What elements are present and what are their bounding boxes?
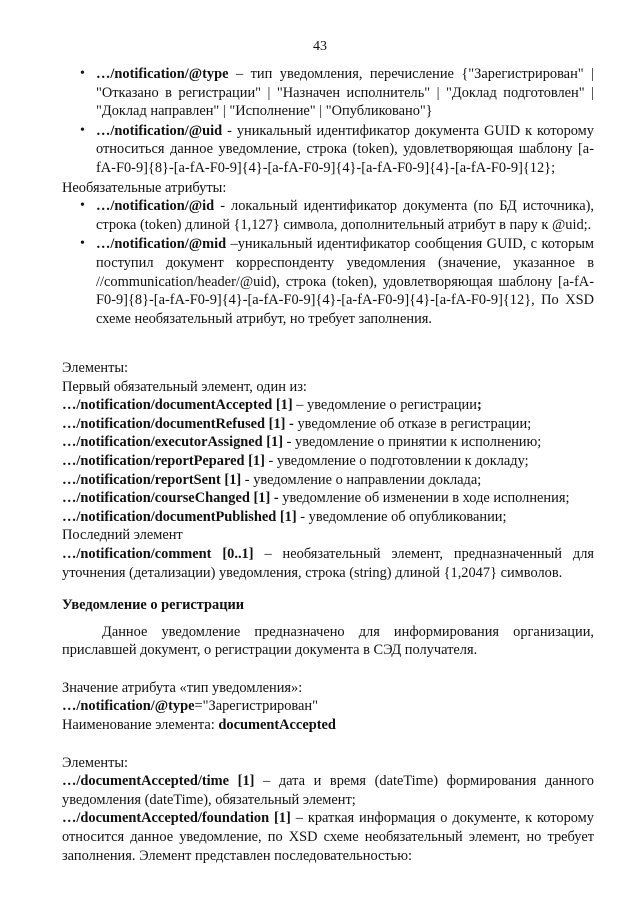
element-line xyxy=(62,433,594,452)
section-intro: Данное уведомление предназначено для информирования организации, приславшей документ, о регистрации документа в СЭД получателя. xyxy=(62,623,594,659)
element-code: …/notification/documentAccepted [1] xyxy=(62,397,293,414)
element-description: – уведомление о регистрации xyxy=(292,397,477,414)
element-code: …/documentAccepted/time [1] xyxy=(62,773,255,790)
element-line xyxy=(62,809,594,865)
attribute-description: - локальный идентификатор документа (по БД источника), строка (token) длиной {1,127} символа, дополнительный атрибут в пару к @uid;. xyxy=(96,198,594,233)
element-description: - уведомление о принятии к исполнению; xyxy=(283,434,542,451)
bullet-icon: • xyxy=(80,236,85,252)
element-description: – дата и время (dateTime) формирования данного уведомления (dateTime), обязательный элемент; xyxy=(62,773,594,808)
element-line xyxy=(62,489,594,508)
element-line xyxy=(62,508,594,527)
attribute-description: – тип уведомления, перечисление {"Зарегистрирован" | "Отказано в регистрации" | "Назначен исполнитель" | "Доклад подготовлен" | "Доклад направлен" | "Исполнение" | "Опубликовано"} xyxy=(96,66,594,120)
element-code: …/notification/executorAssigned [1] xyxy=(62,434,284,451)
element-tail: ; xyxy=(476,397,482,414)
element-name-label: Наименование элемента: xyxy=(62,716,219,733)
element-description: - уведомление об опубликовании; xyxy=(296,508,507,525)
attr-value-line xyxy=(62,697,594,716)
attribute-code: …/notification/@type xyxy=(96,66,229,82)
elements-block xyxy=(62,359,594,582)
element-line xyxy=(62,452,594,471)
bullet-icon: • xyxy=(80,122,85,138)
element-code: …/notification/comment [0..1] xyxy=(62,545,254,562)
attr-value-heading: Значение атрибута «тип уведомления»: xyxy=(62,679,303,696)
bullet-icon: • xyxy=(80,198,85,214)
section-title-text: Уведомление о регистрации xyxy=(62,597,245,613)
section-block xyxy=(62,596,594,865)
element-name-value: documentAccepted xyxy=(218,716,336,733)
optional-attributes-heading: Необязательные атрибуты: xyxy=(62,179,227,196)
element-code: …/notification/reportPepared [1] xyxy=(62,452,265,469)
element-code: …/documentAccepted/foundation [1] xyxy=(62,810,291,827)
element-description: – краткая информация о документе, к которому относится данное уведомление, по XSD схеме необязательный элемент, но требует заполнения. Элемент представлен последовательностью: xyxy=(62,810,594,864)
element-line xyxy=(62,415,594,434)
last-element-heading: Последний элемент xyxy=(62,527,183,544)
attribute-code: …/notification/@mid xyxy=(96,236,227,253)
element-code: …/notification/courseChanged [1] - xyxy=(62,490,279,507)
element-description: - уведомление о подготовлении к докладу; xyxy=(264,452,529,469)
first-required-note: Первый обязательный элемент, один из: xyxy=(62,378,307,395)
element-code: …/notification/documentRefused [1] - xyxy=(62,415,294,432)
comment-element xyxy=(62,545,594,582)
element-name-line xyxy=(62,716,594,735)
page-number: 43 xyxy=(313,39,327,54)
list-item xyxy=(62,122,594,178)
element-line xyxy=(62,396,594,415)
element-description: уведомление об изменении в ходе исполнения; xyxy=(278,490,570,507)
element-line xyxy=(62,471,594,490)
element-description: – необязательный элемент, предназначенный для уточнения (детализации) уведомления, строка (string) длиной {1,2047} символов. xyxy=(62,545,594,581)
attr-value-text: ="Зарегистрирован" xyxy=(194,698,318,715)
list-item xyxy=(62,235,594,328)
attribute-code: …/notification/@uid xyxy=(96,122,223,139)
list-item xyxy=(62,65,594,121)
element-code: …/notification/documentPublished [1] xyxy=(62,508,297,525)
elements2-heading: Элементы: xyxy=(62,754,129,771)
element-description: - уведомление о направлении доклада; xyxy=(241,471,482,488)
element-line xyxy=(62,772,594,809)
required-attributes-list xyxy=(62,65,594,329)
element-code: …/notification/reportSent [1] xyxy=(62,471,242,488)
attribute-code: …/notification/@id xyxy=(96,198,215,215)
element-description: уведомление об отказе в регистрации; xyxy=(293,415,532,432)
elements-heading: Элементы: xyxy=(62,360,129,376)
list-item xyxy=(62,197,594,234)
attribute-description: - уникальный идентификатор документа GUID к которому относиться данное уведомление, строка (token), удовлетворяющая шаблону [a-fA-F0-9]{8}-[a-fA-F0-9]{4}-[a-fA-F0-9]{4}-[a-fA-F0-9]{4}-[a-fA-F0-9]{12}; xyxy=(96,122,594,176)
attr-value-code: …/notification/@type xyxy=(62,698,195,715)
attribute-description: –уникальный идентификатор сообщения GUID, с которым поступил документ корреспонденту уведомления (значение, указанное в //communication/header/@uid), строка (token), удовлетворяющая шаблону [a-fA-F0-9]{8}-[a-fA-F0-9]{4}-[a-fA-F0-9]{4}-[a-fA-F0-9]{4}-[a-fA-F0-9]{12}, По XSD схеме необязательный атрибут, но требует заполнения. xyxy=(96,236,594,327)
section-title xyxy=(62,596,594,615)
bullet-icon: • xyxy=(80,66,85,81)
